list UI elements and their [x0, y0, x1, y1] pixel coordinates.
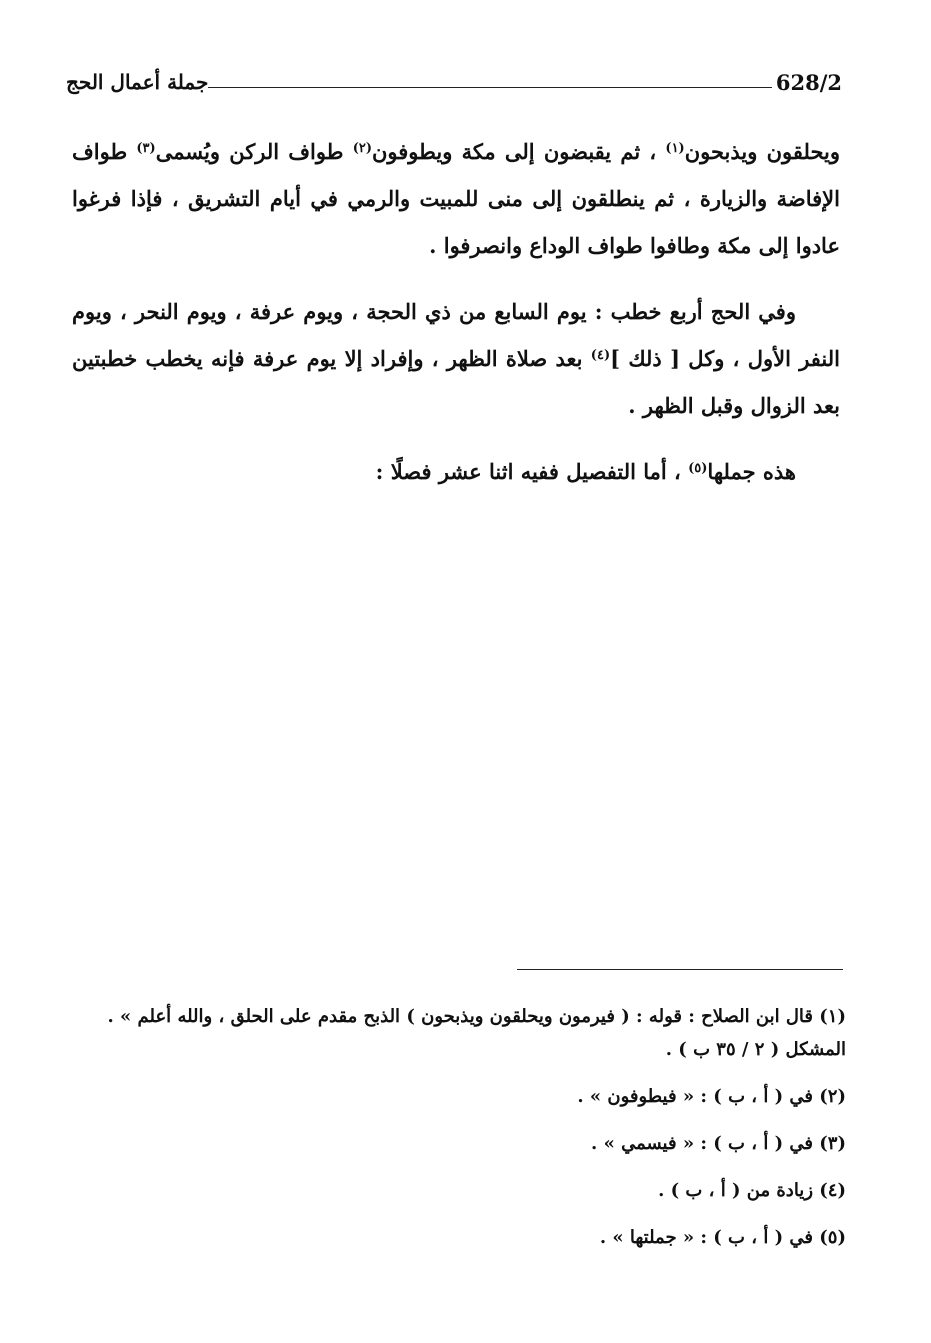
paragraph-1-text-b: ، ثم يقبضون إلى مكة ويطوفون: [371, 139, 666, 164]
footnote-ref-1: (١): [665, 141, 685, 156]
header-rule: [208, 87, 772, 88]
footnote-ref-5: (٥): [688, 461, 708, 476]
footnote-3: (٣) في ( أ ، ب ) : « فيسمي » .: [591, 1133, 846, 1154]
paragraph-1-text-c: طواف الركن ويُسمى: [155, 139, 353, 164]
footnote-2: (٢) في ( أ ، ب ) : « فيطوفون » .: [577, 1086, 846, 1107]
paragraph-1-text-d: طواف الإفاضة والزيارة ، ثم ينطلقون إلى منى للمبيت والرمي في أيام التشريق ، فإذا فرغوا عادوا إلى مكة وطافوا طواف الوداع وانصرفوا .: [72, 139, 840, 258]
paragraph-2-text-b: بعد صلاة الظهر ، وإفراد إلا يوم عرفة فإنه يخطب خطبتين بعد الزوال وقبل الظهر .: [72, 346, 840, 418]
paragraph-3-text-b: ، أما التفصيل ففيه اثنا عشر فصلًا :: [375, 459, 689, 484]
footnote-separator: [517, 969, 843, 970]
paragraph-1: [72, 128, 840, 269]
paragraph-1-text-a: ويحلقون ويذبحون: [684, 139, 840, 164]
main-text: [72, 128, 840, 514]
running-title: جملة أعمال الحج: [66, 70, 209, 94]
paragraph-3-text-a: هذه جملها: [707, 459, 796, 484]
paragraph-2-text-a: وفي الحج أربع خطب : يوم السابع من ذي الحجة ، ويوم عرفة ، ويوم النحر ، ويوم النفر الأول ، وكل [ ذلك ]: [72, 299, 840, 371]
footnote-1: (١) قال ابن الصلاح : قوله : ( فيرمون ويحلقون ويذبحون ) الذبح مقدم على الحلق ، والله أعلم » . المشكل ( ٢ / ٣٥ ب ) .: [107, 1006, 846, 1060]
paragraph-2: [72, 288, 840, 429]
footnote-4: (٤) زيادة من ( أ ، ب ) .: [658, 1180, 846, 1201]
footnote-ref-4: (٤): [590, 348, 611, 363]
footnote-5: (٥) في ( أ ، ب ) : « جملتها » .: [599, 1227, 846, 1248]
page-header: [66, 66, 842, 106]
footnote-ref-2: (٢): [352, 141, 372, 156]
page-number: 628/2: [775, 70, 842, 95]
footnotes: [78, 1000, 846, 1268]
footnote-ref-3: (٣): [136, 141, 156, 156]
paragraph-3: [72, 448, 840, 495]
